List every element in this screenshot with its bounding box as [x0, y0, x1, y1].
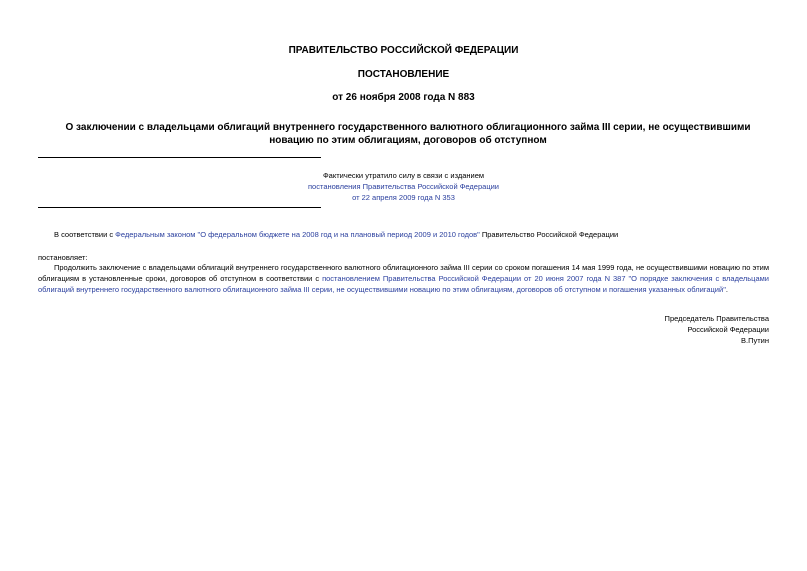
federal-law-link[interactable]: Федеральным законом "О федеральном бюджете на 2008 год и на плановый период 2009 и 2010 годов" — [115, 230, 480, 239]
signature-line3: В.Путин — [741, 336, 769, 345]
preamble-prefix: В соответствии с — [54, 230, 116, 239]
decree-word: постановляет: — [38, 253, 88, 262]
signature-line1: Председатель Правительства — [664, 314, 769, 323]
signature-block — [665, 313, 769, 346]
status-note — [250, 170, 557, 203]
government-heading: ПРАВИТЕЛЬСТВО РОССИЙСКОЙ ФЕДЕРАЦИИ — [288, 45, 519, 56]
date-number-heading: от 26 ноября 2008 года N 883 — [332, 92, 475, 103]
regulation-387-link[interactable]: постановлением Правительства Российской Федерации от 20 июня 2007 года N 387 "О порядке заключения с владельцами облигаций внутреннего государственного валютного облигационного займа III серии, не осуществившими новацию по этим облигациям, договоров об отступном и погашения указанных облигаций" — [38, 274, 769, 294]
signature-line2: Российской Федерации — [687, 325, 769, 334]
preamble-suffix: Правительство Российской Федерации — [479, 230, 619, 239]
preamble — [54, 229, 774, 240]
status-note-text: Фактически утратило силу в связи с изданием — [322, 171, 485, 180]
divider-bottom — [38, 207, 321, 208]
divider-top — [38, 157, 321, 158]
body-end: . — [725, 285, 728, 294]
status-note-link-line2[interactable]: от 22 апреля 2009 года N 353 — [352, 193, 455, 202]
document-title: О заключении с владельцами облигаций внутреннего государственного валютного облигационного займа III серии, не осуществившими новацию по этим облигациям, договоров об отступном — [65, 122, 751, 146]
body-text: Продолжить заключение с владельцами облигаций внутреннего государственного валютного облигационного займа III серии со сроком погашения 14 мая 1999 года, не осуществившими новацию по этим облигациям в установленные сроки, договоров об отступном в соответствии с — [38, 263, 769, 283]
doc-type-heading: ПОСТАНОВЛЕНИЕ — [357, 69, 450, 80]
body-paragraph — [38, 262, 769, 295]
status-note-link-line1[interactable]: постановления Правительства Российской Федерации — [307, 182, 499, 191]
